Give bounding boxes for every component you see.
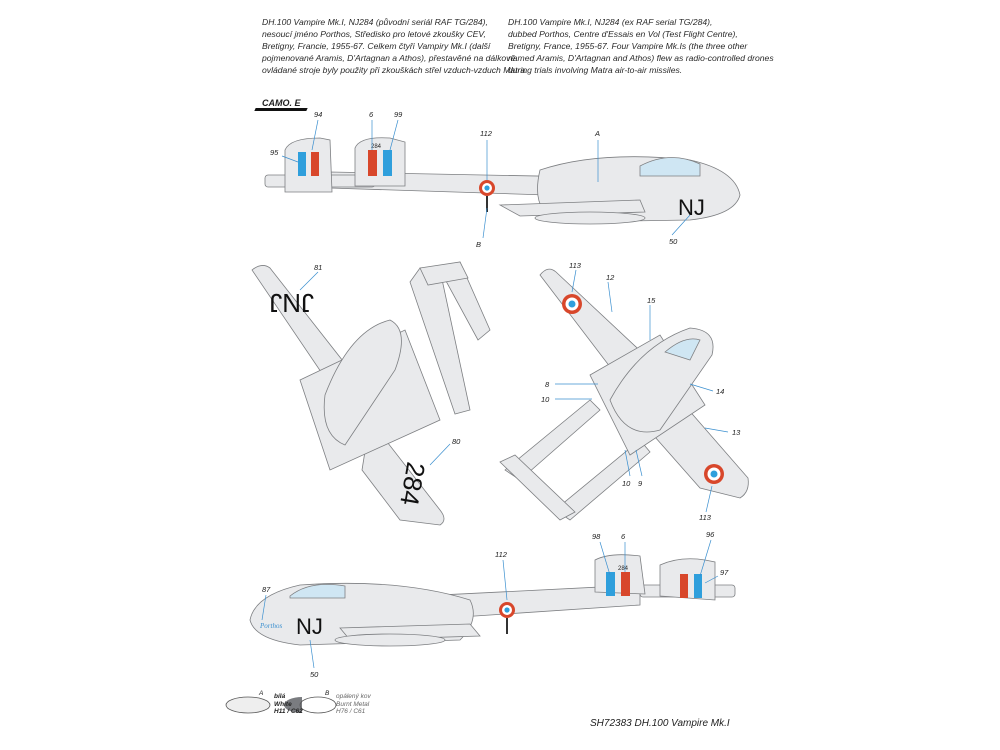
caption-line: Bretigny, Francie, 1955-67. Celkem čtyři Vampiry Mk.I (další [262,41,491,52]
callout: B [476,240,482,249]
rudder-stripe-red [621,572,630,596]
caption-line: nesoucí jméno Porthos, Středisko pro letové zkoušky CEV, [262,29,486,40]
legend-name-cz: opálený kov [336,693,371,700]
footer-title: SH72383 DH.100 Vampire Mk.I [590,718,730,729]
camo-label: CAMO. E [262,98,301,108]
drop-tank [335,634,445,646]
serial-underwing: 284 [394,459,432,508]
fin-left [285,138,332,192]
aircraft-name: Porthos [260,622,283,630]
callout: 98 [592,532,601,541]
roundel [479,180,495,196]
callout: 81 [314,263,323,272]
rudder-stripe-blue [298,152,306,176]
rudder-stripe-red [680,574,688,598]
rudder-stripe-red [311,152,319,176]
drop-tank [535,212,645,224]
callout: 14 [716,387,725,396]
rudder-stripe-blue [694,574,702,598]
callout: 87 [262,585,271,594]
callout: 97 [720,568,729,577]
callout: 94 [314,110,323,119]
caption-line: during trials involving Matra air-to-air missiles. [508,65,683,76]
callout: 113 [699,513,711,522]
roundel [499,602,515,618]
legend-name-en: White [274,700,292,708]
legend-letter: B [325,690,330,697]
callout: 10 [541,395,550,404]
callout: 50 [310,670,319,679]
callout: 13 [732,428,741,437]
rudder-stripe-red [368,150,377,176]
caption-line: ovládané stroje byly použity při zkouškách střel vzduch-vzduch Matra. [262,65,528,76]
callout: 8 [545,380,550,389]
callout: 10 [622,479,631,488]
side-view-left [265,138,740,224]
callout: 12 [606,273,615,282]
callout: 96 [706,530,715,539]
rudder-stripe-blue [606,572,615,596]
code-nj: NJ [678,195,705,220]
callout: A [595,129,601,138]
callout: 95 [270,148,279,157]
roundel [562,294,582,314]
callout: 50 [669,237,678,246]
code-nj: NJ [296,614,323,639]
legend-name-cz: bílá [274,693,286,700]
caption-line: Bretigny, France, 1955-67. Four Vampire Mk.Is (the three other [508,41,748,52]
callout: 99 [394,110,403,119]
caption-line: named Aramis, D'Artagnan and Athos) flew as radio-controlled drones [508,53,774,64]
swatch-white [226,697,270,713]
callout: 6 [369,110,374,119]
rudder-stripe-blue [383,150,392,176]
legend-name-en: Burnt Metal [336,700,370,708]
caption-line: dubbed Porthos, Centre d'Essais en Vol (Test Flight Centre), [508,29,738,40]
legend-code: H11 / C62 [274,708,303,715]
tail-serial: 284 [371,144,382,150]
code-nj-underwing: JNJ [269,288,314,318]
callout: 6 [621,532,626,541]
swatch-burnt-metal-outline [300,697,336,713]
callout: 112 [480,129,492,138]
legend-letter: A [259,690,264,697]
legend-b-text [336,693,371,716]
legend-code: H76 / C61 [336,708,366,715]
caption-line: pojmenované Aramis, D'Artagnan a Athos), přestavěné na dálkově [262,53,516,64]
callout: 9 [638,479,643,488]
callout: 15 [647,296,656,305]
caption-line: DH.100 Vampire Mk.I, NJ284 (původní seriál RAF TG/284), [262,17,488,27]
tail-serial: 284 [618,566,629,572]
legend-a-text [274,693,303,716]
legend-b [325,690,329,698]
callout: 112 [495,550,507,559]
caption-line: DH.100 Vampire Mk.I, NJ284 (ex RAF serial TG/284), [508,17,713,27]
callout: 113 [569,261,581,270]
callout: 80 [452,437,461,446]
roundel [704,464,724,484]
fin-left [595,555,645,594]
